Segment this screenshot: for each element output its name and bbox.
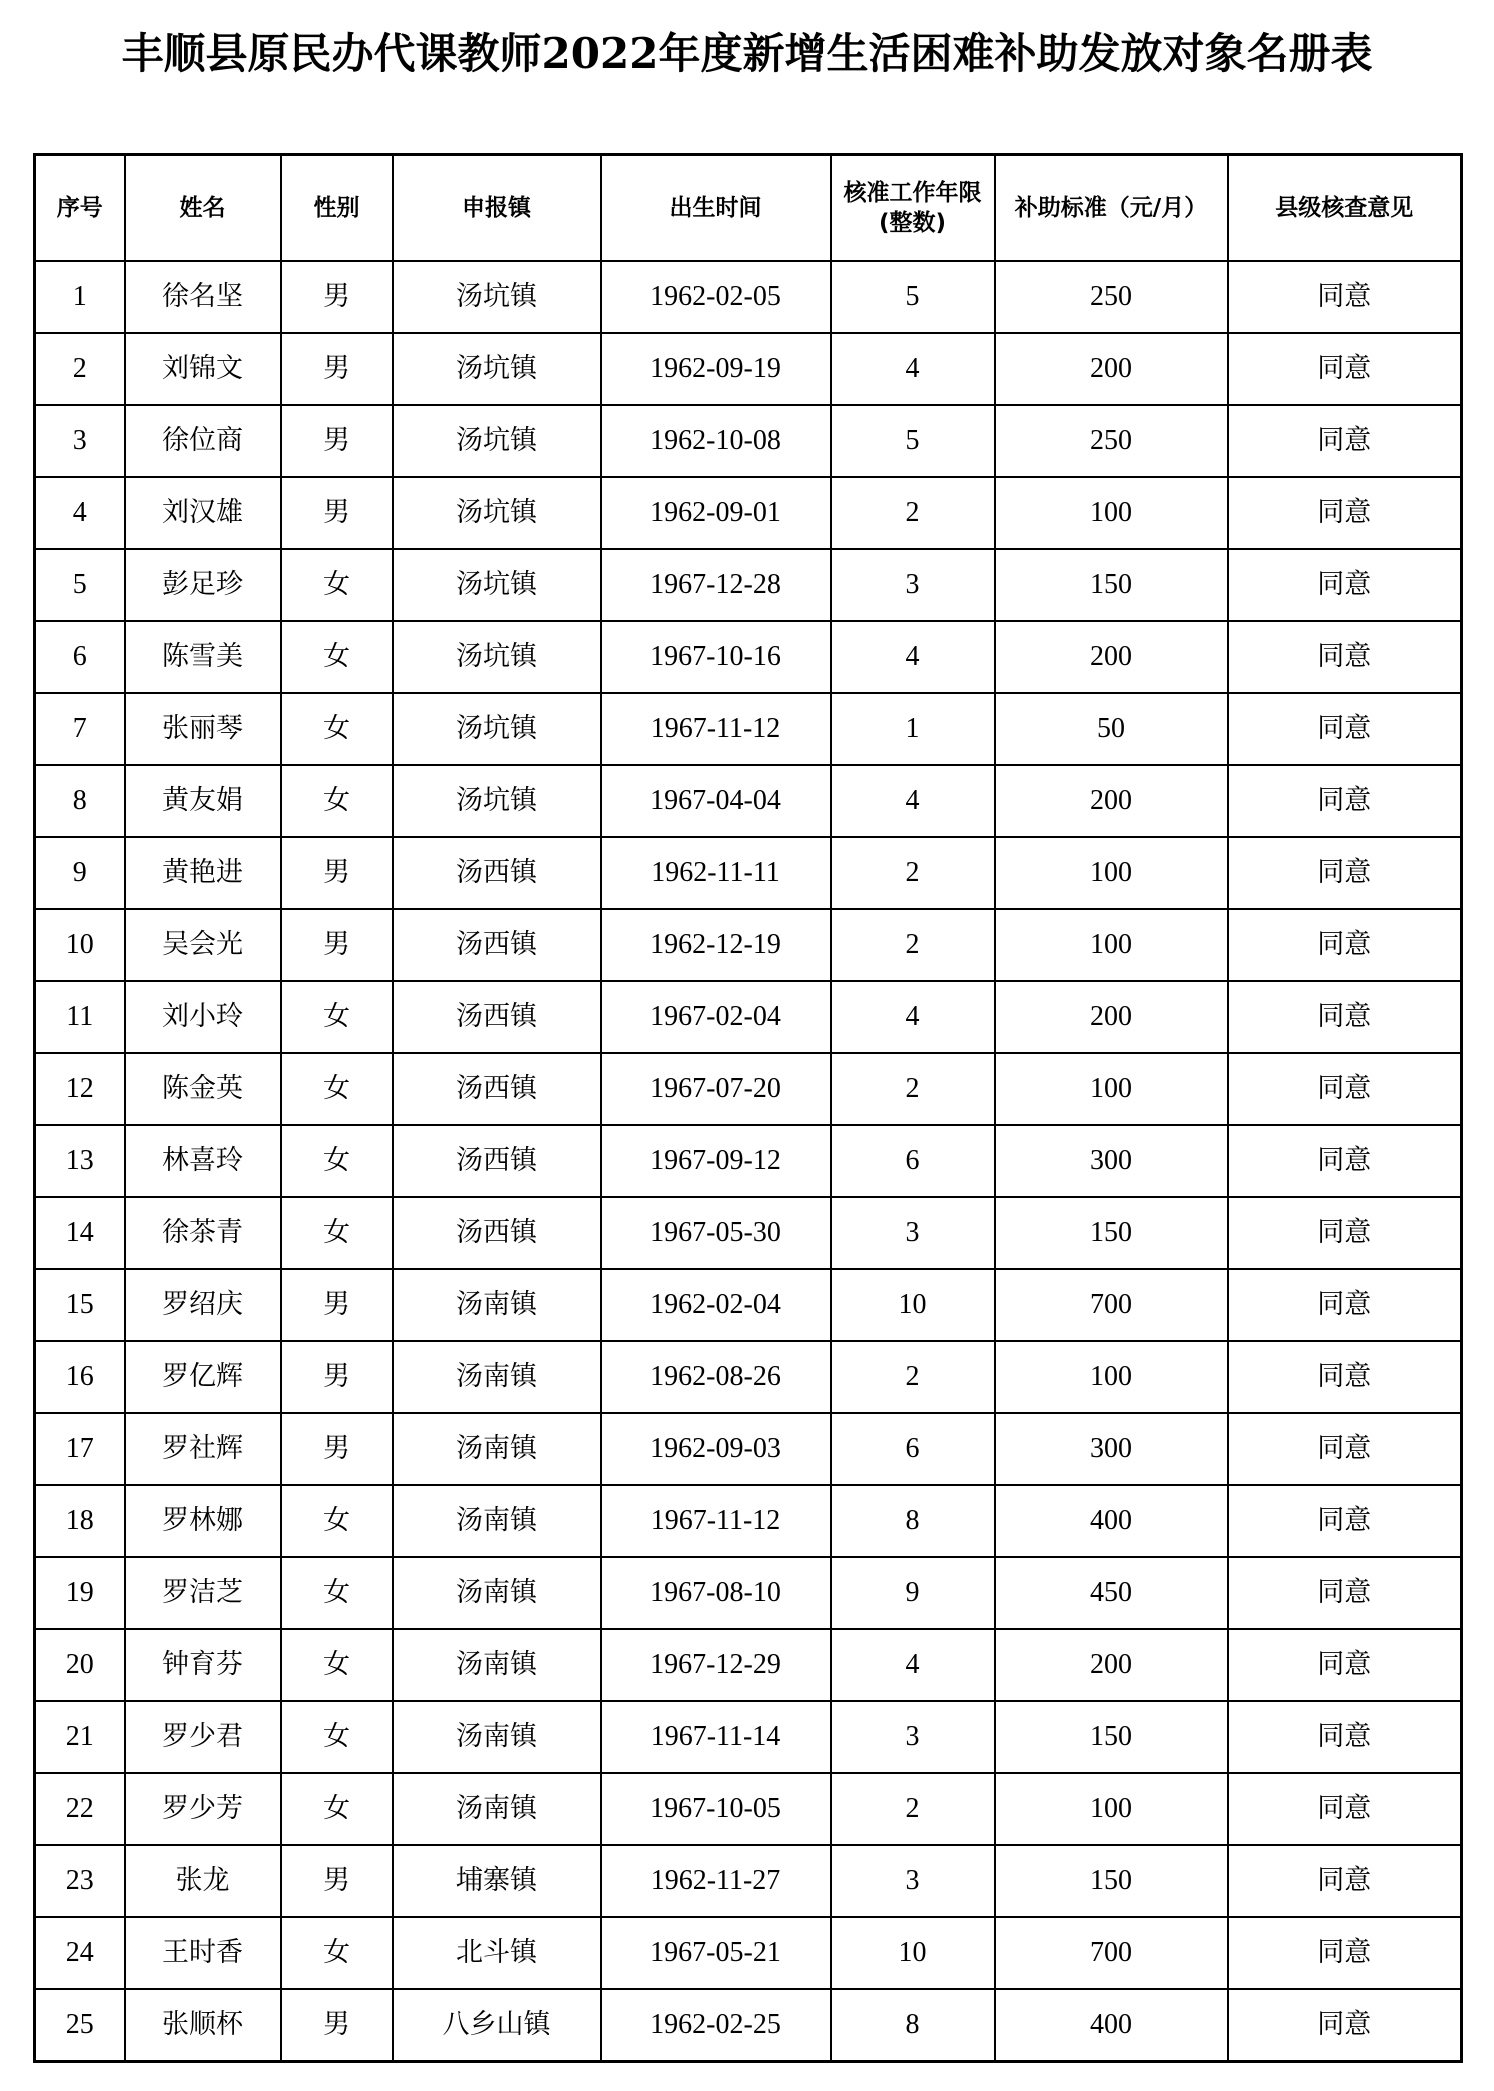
header-birth-date bbox=[601, 155, 831, 262]
cell-town: 汤坑镇 bbox=[393, 621, 601, 693]
cell-opinion: 同意 bbox=[1228, 1557, 1462, 1629]
cell-index: 2 bbox=[35, 333, 125, 405]
table-row bbox=[35, 837, 1462, 909]
cell-birth-date: 1967-10-16 bbox=[601, 621, 831, 693]
cell-subsidy: 150 bbox=[995, 1845, 1228, 1917]
cell-subsidy: 700 bbox=[995, 1269, 1228, 1341]
header-town-label: 申报镇 bbox=[462, 195, 531, 221]
header-gender-label: 性别 bbox=[313, 195, 360, 221]
cell-name: 徐茶青 bbox=[125, 1197, 281, 1269]
cell-gender: 男 bbox=[281, 405, 393, 477]
cell-gender: 男 bbox=[281, 1269, 393, 1341]
cell-town: 汤南镇 bbox=[393, 1485, 601, 1557]
header-name bbox=[125, 155, 281, 262]
cell-index: 6 bbox=[35, 621, 125, 693]
cell-town: 汤南镇 bbox=[393, 1269, 601, 1341]
cell-gender: 男 bbox=[281, 261, 393, 333]
cell-index: 18 bbox=[35, 1485, 125, 1557]
cell-opinion: 同意 bbox=[1228, 1701, 1462, 1773]
cell-work-years: 10 bbox=[831, 1917, 995, 1989]
cell-work-years: 6 bbox=[831, 1125, 995, 1197]
header-subsidy-standard-label: 补助标准（元/月） bbox=[1014, 195, 1208, 221]
cell-gender: 女 bbox=[281, 549, 393, 621]
cell-gender: 女 bbox=[281, 1125, 393, 1197]
cell-name: 徐名坚 bbox=[125, 261, 281, 333]
cell-work-years: 2 bbox=[831, 1341, 995, 1413]
cell-name: 罗林娜 bbox=[125, 1485, 281, 1557]
cell-subsidy: 700 bbox=[995, 1917, 1228, 1989]
cell-work-years: 4 bbox=[831, 765, 995, 837]
cell-name: 黄友娟 bbox=[125, 765, 281, 837]
cell-name: 罗绍庆 bbox=[125, 1269, 281, 1341]
cell-gender: 女 bbox=[281, 1917, 393, 1989]
cell-gender: 男 bbox=[281, 1845, 393, 1917]
cell-index: 9 bbox=[35, 837, 125, 909]
cell-birth-date: 1967-05-30 bbox=[601, 1197, 831, 1269]
cell-opinion: 同意 bbox=[1228, 1485, 1462, 1557]
cell-name: 刘汉雄 bbox=[125, 477, 281, 549]
cell-subsidy: 150 bbox=[995, 1197, 1228, 1269]
cell-opinion: 同意 bbox=[1228, 765, 1462, 837]
cell-work-years: 2 bbox=[831, 477, 995, 549]
cell-work-years: 4 bbox=[831, 1629, 995, 1701]
cell-birth-date: 1962-09-03 bbox=[601, 1413, 831, 1485]
cell-town: 汤西镇 bbox=[393, 981, 601, 1053]
cell-gender: 女 bbox=[281, 1701, 393, 1773]
cell-opinion: 同意 bbox=[1228, 1845, 1462, 1917]
cell-work-years: 10 bbox=[831, 1269, 995, 1341]
cell-gender: 女 bbox=[281, 765, 393, 837]
cell-birth-date: 1962-11-27 bbox=[601, 1845, 831, 1917]
cell-work-years: 4 bbox=[831, 621, 995, 693]
table-row bbox=[35, 405, 1462, 477]
cell-index: 22 bbox=[35, 1773, 125, 1845]
cell-opinion: 同意 bbox=[1228, 261, 1462, 333]
cell-gender: 女 bbox=[281, 1773, 393, 1845]
cell-town: 汤南镇 bbox=[393, 1557, 601, 1629]
cell-opinion: 同意 bbox=[1228, 1629, 1462, 1701]
cell-opinion: 同意 bbox=[1228, 837, 1462, 909]
cell-name: 罗社辉 bbox=[125, 1413, 281, 1485]
cell-subsidy: 100 bbox=[995, 1341, 1228, 1413]
cell-birth-date: 1967-11-14 bbox=[601, 1701, 831, 1773]
cell-index: 5 bbox=[35, 549, 125, 621]
cell-name: 罗洁芝 bbox=[125, 1557, 281, 1629]
cell-index: 7 bbox=[35, 693, 125, 765]
cell-index: 19 bbox=[35, 1557, 125, 1629]
cell-birth-date: 1967-05-21 bbox=[601, 1917, 831, 1989]
cell-name: 钟育芬 bbox=[125, 1629, 281, 1701]
cell-work-years: 2 bbox=[831, 1053, 995, 1125]
cell-work-years: 2 bbox=[831, 837, 995, 909]
cell-name: 陈雪美 bbox=[125, 621, 281, 693]
table-row bbox=[35, 549, 1462, 621]
cell-gender: 男 bbox=[281, 1341, 393, 1413]
header-index-label: 序号 bbox=[56, 195, 103, 221]
cell-birth-date: 1962-11-11 bbox=[601, 837, 831, 909]
cell-name: 陈金英 bbox=[125, 1053, 281, 1125]
cell-index: 17 bbox=[35, 1413, 125, 1485]
cell-work-years: 4 bbox=[831, 981, 995, 1053]
cell-name: 罗少君 bbox=[125, 1701, 281, 1773]
header-name-label: 姓名 bbox=[179, 195, 226, 221]
cell-opinion: 同意 bbox=[1228, 1413, 1462, 1485]
cell-birth-date: 1967-09-12 bbox=[601, 1125, 831, 1197]
cell-opinion: 同意 bbox=[1228, 1341, 1462, 1413]
cell-index: 10 bbox=[35, 909, 125, 981]
cell-subsidy: 400 bbox=[995, 1989, 1228, 2062]
cell-birth-date: 1967-12-29 bbox=[601, 1629, 831, 1701]
header-county-opinion bbox=[1228, 155, 1462, 262]
table-row bbox=[35, 1845, 1462, 1917]
cell-subsidy: 150 bbox=[995, 1701, 1228, 1773]
cell-name: 黄艳进 bbox=[125, 837, 281, 909]
cell-opinion: 同意 bbox=[1228, 1053, 1462, 1125]
cell-opinion: 同意 bbox=[1228, 1125, 1462, 1197]
table-row bbox=[35, 1989, 1462, 2062]
cell-name: 罗少芳 bbox=[125, 1773, 281, 1845]
cell-subsidy: 300 bbox=[995, 1125, 1228, 1197]
cell-birth-date: 1967-08-10 bbox=[601, 1557, 831, 1629]
cell-index: 4 bbox=[35, 477, 125, 549]
cell-subsidy: 200 bbox=[995, 621, 1228, 693]
cell-birth-date: 1962-10-08 bbox=[601, 405, 831, 477]
table-row bbox=[35, 333, 1462, 405]
cell-opinion: 同意 bbox=[1228, 909, 1462, 981]
table-row bbox=[35, 693, 1462, 765]
cell-work-years: 5 bbox=[831, 405, 995, 477]
header-subsidy-standard bbox=[995, 155, 1228, 262]
cell-town: 汤南镇 bbox=[393, 1413, 601, 1485]
cell-work-years: 1 bbox=[831, 693, 995, 765]
cell-town: 汤西镇 bbox=[393, 1125, 601, 1197]
cell-work-years: 5 bbox=[831, 261, 995, 333]
cell-opinion: 同意 bbox=[1228, 1197, 1462, 1269]
cell-town: 汤坑镇 bbox=[393, 765, 601, 837]
table-row bbox=[35, 981, 1462, 1053]
cell-town: 汤南镇 bbox=[393, 1629, 601, 1701]
table-row bbox=[35, 1269, 1462, 1341]
cell-subsidy: 100 bbox=[995, 1053, 1228, 1125]
cell-subsidy: 200 bbox=[995, 1629, 1228, 1701]
cell-town: 汤南镇 bbox=[393, 1341, 601, 1413]
cell-opinion: 同意 bbox=[1228, 1269, 1462, 1341]
cell-birth-date: 1962-09-19 bbox=[601, 333, 831, 405]
cell-work-years: 8 bbox=[831, 1485, 995, 1557]
cell-town: 汤西镇 bbox=[393, 1053, 601, 1125]
cell-town: 汤坑镇 bbox=[393, 405, 601, 477]
cell-town: 八乡山镇 bbox=[393, 1989, 601, 2062]
cell-gender: 女 bbox=[281, 621, 393, 693]
header-index bbox=[35, 155, 125, 262]
cell-subsidy: 100 bbox=[995, 909, 1228, 981]
cell-subsidy: 100 bbox=[995, 477, 1228, 549]
cell-subsidy: 200 bbox=[995, 333, 1228, 405]
cell-index: 12 bbox=[35, 1053, 125, 1125]
cell-name: 张顺杯 bbox=[125, 1989, 281, 2062]
roster-table bbox=[33, 153, 1463, 2063]
cell-name: 林喜玲 bbox=[125, 1125, 281, 1197]
cell-work-years: 3 bbox=[831, 1701, 995, 1773]
cell-birth-date: 1962-02-25 bbox=[601, 1989, 831, 2062]
cell-name: 张龙 bbox=[125, 1845, 281, 1917]
table-row bbox=[35, 1485, 1462, 1557]
table-header-row bbox=[35, 155, 1462, 262]
cell-gender: 女 bbox=[281, 1557, 393, 1629]
cell-index: 8 bbox=[35, 765, 125, 837]
cell-town: 汤西镇 bbox=[393, 1197, 601, 1269]
cell-birth-date: 1962-12-19 bbox=[601, 909, 831, 981]
cell-subsidy: 150 bbox=[995, 549, 1228, 621]
table-row bbox=[35, 1125, 1462, 1197]
cell-name: 张丽琴 bbox=[125, 693, 281, 765]
header-gender bbox=[281, 155, 393, 262]
cell-index: 15 bbox=[35, 1269, 125, 1341]
cell-birth-date: 1967-11-12 bbox=[601, 1485, 831, 1557]
cell-town: 汤坑镇 bbox=[393, 477, 601, 549]
cell-work-years: 3 bbox=[831, 1197, 995, 1269]
cell-opinion: 同意 bbox=[1228, 981, 1462, 1053]
header-county-opinion-label: 县级核查意见 bbox=[1275, 195, 1414, 221]
cell-work-years: 4 bbox=[831, 333, 995, 405]
cell-work-years: 3 bbox=[831, 549, 995, 621]
cell-name: 徐位商 bbox=[125, 405, 281, 477]
cell-gender: 男 bbox=[281, 333, 393, 405]
cell-opinion: 同意 bbox=[1228, 405, 1462, 477]
table-row bbox=[35, 909, 1462, 981]
table-row bbox=[35, 765, 1462, 837]
page-title: 丰顺县原民办代课教师2022年度新增生活困难补助发放对象名册表 bbox=[121, 29, 1373, 78]
cell-subsidy: 250 bbox=[995, 405, 1228, 477]
cell-name: 彭足珍 bbox=[125, 549, 281, 621]
cell-birth-date: 1967-04-04 bbox=[601, 765, 831, 837]
header-work-years-label: 核准工作年限(整数) bbox=[843, 180, 982, 236]
table-row bbox=[35, 1053, 1462, 1125]
header-birth-date-label: 出生时间 bbox=[669, 195, 762, 221]
cell-gender: 男 bbox=[281, 1989, 393, 2062]
cell-work-years: 2 bbox=[831, 909, 995, 981]
cell-town: 北斗镇 bbox=[393, 1917, 601, 1989]
cell-subsidy: 200 bbox=[995, 981, 1228, 1053]
table-row bbox=[35, 1197, 1462, 1269]
cell-birth-date: 1962-08-26 bbox=[601, 1341, 831, 1413]
cell-opinion: 同意 bbox=[1228, 621, 1462, 693]
cell-subsidy: 100 bbox=[995, 837, 1228, 909]
table-row bbox=[35, 1629, 1462, 1701]
cell-birth-date: 1967-07-20 bbox=[601, 1053, 831, 1125]
table-row bbox=[35, 621, 1462, 693]
cell-index: 14 bbox=[35, 1197, 125, 1269]
cell-index: 16 bbox=[35, 1341, 125, 1413]
cell-town: 汤坑镇 bbox=[393, 549, 601, 621]
cell-opinion: 同意 bbox=[1228, 1773, 1462, 1845]
cell-index: 1 bbox=[35, 261, 125, 333]
cell-gender: 男 bbox=[281, 909, 393, 981]
cell-index: 23 bbox=[35, 1845, 125, 1917]
cell-subsidy: 200 bbox=[995, 765, 1228, 837]
cell-index: 11 bbox=[35, 981, 125, 1053]
cell-town: 汤坑镇 bbox=[393, 693, 601, 765]
cell-birth-date: 1962-09-01 bbox=[601, 477, 831, 549]
table-row bbox=[35, 1701, 1462, 1773]
table-row bbox=[35, 1341, 1462, 1413]
cell-gender: 女 bbox=[281, 1485, 393, 1557]
cell-subsidy: 250 bbox=[995, 261, 1228, 333]
cell-opinion: 同意 bbox=[1228, 549, 1462, 621]
cell-work-years: 2 bbox=[831, 1773, 995, 1845]
cell-name: 罗亿辉 bbox=[125, 1341, 281, 1413]
cell-opinion: 同意 bbox=[1228, 333, 1462, 405]
cell-gender: 男 bbox=[281, 477, 393, 549]
cell-gender: 女 bbox=[281, 1629, 393, 1701]
cell-birth-date: 1967-12-28 bbox=[601, 549, 831, 621]
table-row bbox=[35, 477, 1462, 549]
cell-gender: 男 bbox=[281, 837, 393, 909]
header-town bbox=[393, 155, 601, 262]
cell-town: 汤南镇 bbox=[393, 1773, 601, 1845]
cell-subsidy: 400 bbox=[995, 1485, 1228, 1557]
cell-subsidy: 300 bbox=[995, 1413, 1228, 1485]
cell-town: 汤西镇 bbox=[393, 837, 601, 909]
cell-index: 13 bbox=[35, 1125, 125, 1197]
cell-town: 汤坑镇 bbox=[393, 333, 601, 405]
cell-work-years: 9 bbox=[831, 1557, 995, 1629]
cell-gender: 女 bbox=[281, 981, 393, 1053]
cell-town: 汤坑镇 bbox=[393, 261, 601, 333]
cell-name: 吴会光 bbox=[125, 909, 281, 981]
cell-index: 3 bbox=[35, 405, 125, 477]
cell-gender: 女 bbox=[281, 693, 393, 765]
table-row bbox=[35, 1413, 1462, 1485]
cell-index: 21 bbox=[35, 1701, 125, 1773]
cell-birth-date: 1967-11-12 bbox=[601, 693, 831, 765]
cell-birth-date: 1962-02-04 bbox=[601, 1269, 831, 1341]
cell-birth-date: 1962-02-05 bbox=[601, 261, 831, 333]
cell-subsidy: 450 bbox=[995, 1557, 1228, 1629]
cell-name: 刘锦文 bbox=[125, 333, 281, 405]
cell-gender: 女 bbox=[281, 1197, 393, 1269]
cell-opinion: 同意 bbox=[1228, 693, 1462, 765]
cell-town: 汤南镇 bbox=[393, 1701, 601, 1773]
cell-work-years: 3 bbox=[831, 1845, 995, 1917]
cell-birth-date: 1967-10-05 bbox=[601, 1773, 831, 1845]
cell-birth-date: 1967-02-04 bbox=[601, 981, 831, 1053]
table-row bbox=[35, 1557, 1462, 1629]
cell-opinion: 同意 bbox=[1228, 477, 1462, 549]
cell-index: 25 bbox=[35, 1989, 125, 2062]
cell-name: 王时香 bbox=[125, 1917, 281, 1989]
cell-gender: 男 bbox=[281, 1413, 393, 1485]
cell-subsidy: 50 bbox=[995, 693, 1228, 765]
cell-opinion: 同意 bbox=[1228, 1917, 1462, 1989]
cell-work-years: 8 bbox=[831, 1989, 995, 2062]
cell-name: 刘小玲 bbox=[125, 981, 281, 1053]
cell-index: 20 bbox=[35, 1629, 125, 1701]
cell-opinion: 同意 bbox=[1228, 1989, 1462, 2062]
cell-index: 24 bbox=[35, 1917, 125, 1989]
header-work-years bbox=[831, 155, 995, 262]
cell-gender: 女 bbox=[281, 1053, 393, 1125]
table-row bbox=[35, 1917, 1462, 1989]
table-row bbox=[35, 1773, 1462, 1845]
cell-town: 汤西镇 bbox=[393, 909, 601, 981]
table-row bbox=[35, 261, 1462, 333]
table-body bbox=[35, 261, 1462, 2062]
cell-subsidy: 100 bbox=[995, 1773, 1228, 1845]
cell-work-years: 6 bbox=[831, 1413, 995, 1485]
cell-town: 埔寨镇 bbox=[393, 1845, 601, 1917]
